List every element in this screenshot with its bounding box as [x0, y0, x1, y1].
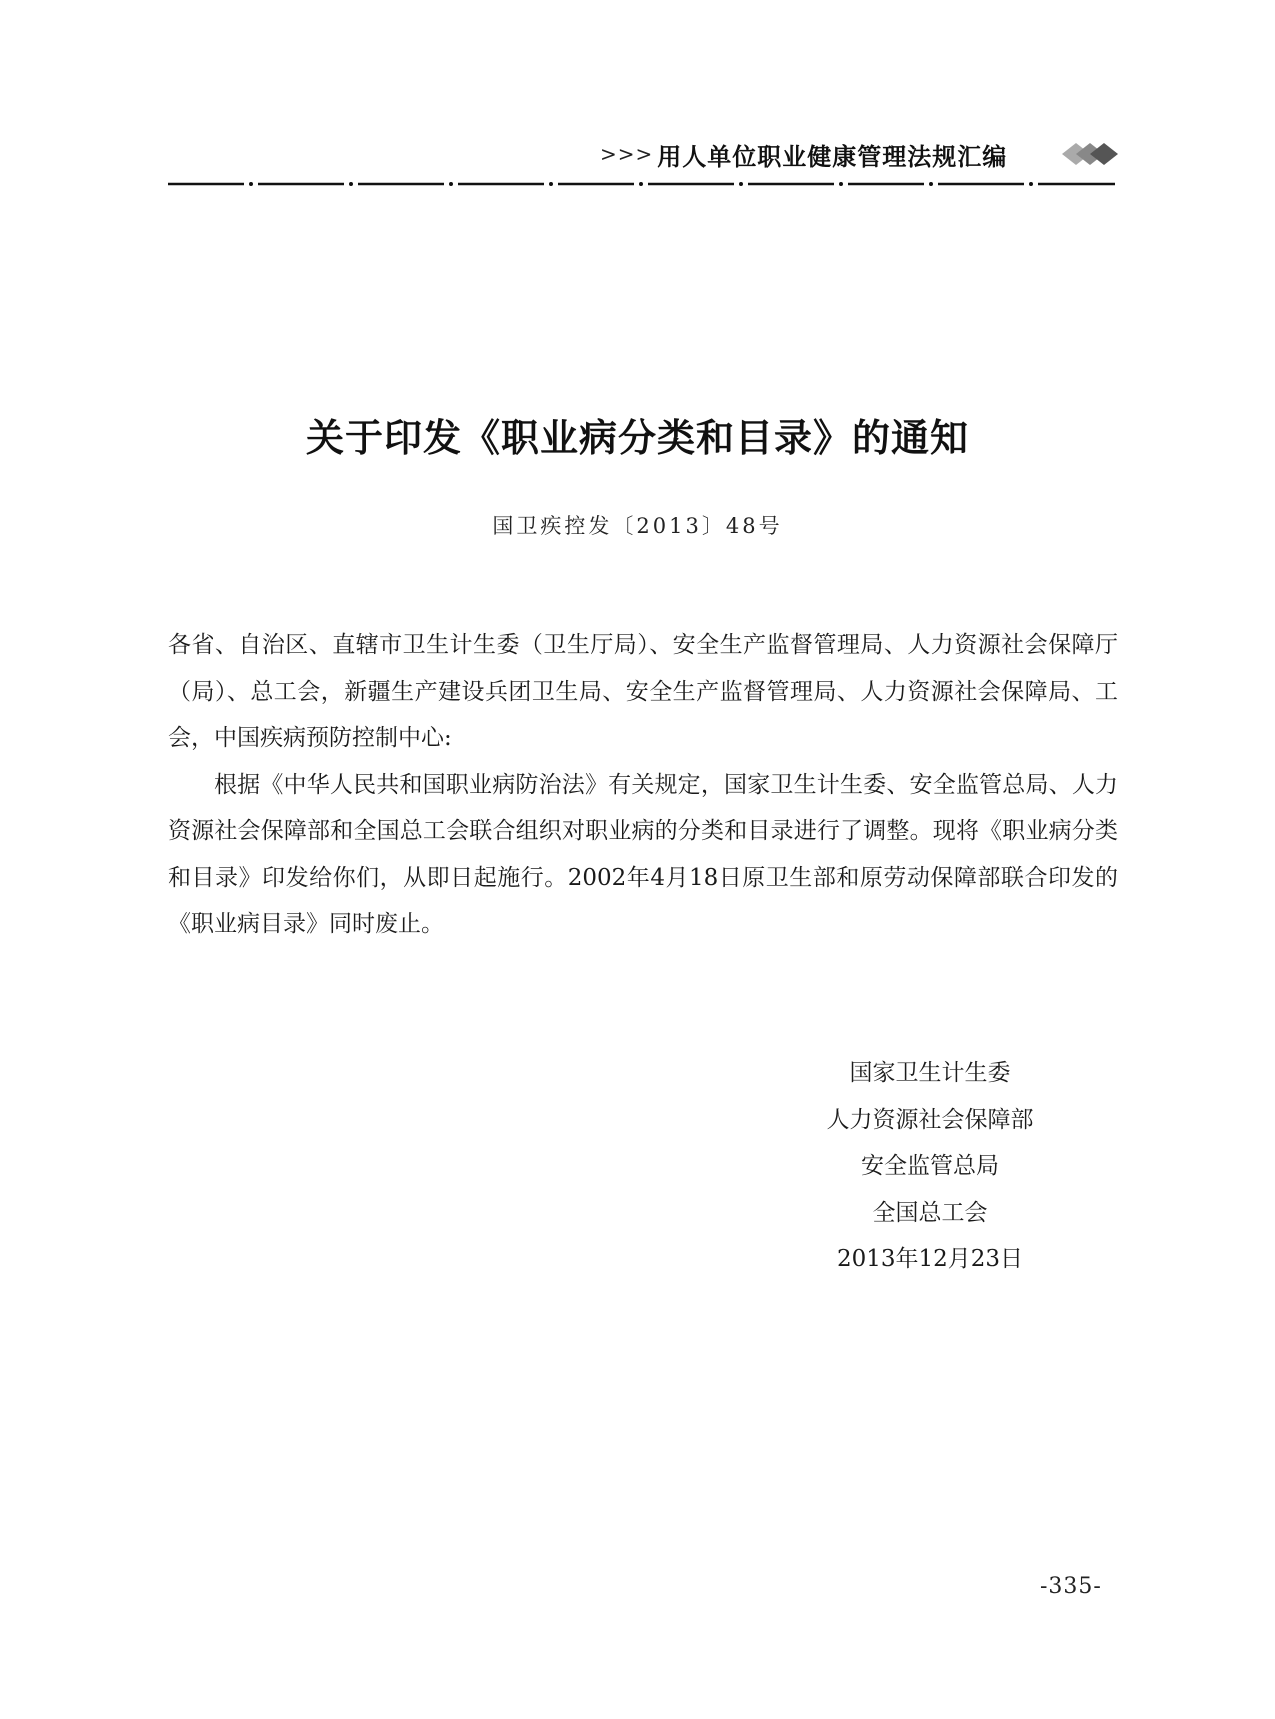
signatory: 全国总工会 [872, 1199, 988, 1226]
body-paragraph: 根据《中华人民共和国职业病防治法》有关规定，国家卫生计生委、安全监管总局、人力资源社会保障部和全国总工会联合组织对职业病的分类和目录进行了调整。现将《职业病分类和目录》印发给你们，从即日起施行。2002年4月18日原卫生部和原劳动保障部联合印发的《职业病目录》同时废止。 [168, 771, 1118, 937]
signatory: 安全监管总局 [861, 1153, 999, 1179]
document-number: 国卫疾控发〔2013〕48号 [492, 514, 783, 538]
addressee-paragraph: 各省、自治区、直辖市卫生计生委（卫生厅局）、安全生产监督管理局、人力资源社会保障厅（局）、总工会，新疆生产建设兵团卫生局、安全生产监督管理局、人力资源社会保障局、工会，中国疾病预防控制中心: [168, 632, 1118, 751]
signature-date: 2013年12月23日 [836, 1246, 1024, 1272]
signatory: 国家卫生计生委 [849, 1060, 1011, 1086]
signatory: 人力资源社会保障部 [826, 1106, 1034, 1133]
diamond-ornament-icon [1060, 137, 1122, 171]
header-dash-dot-rule [168, 178, 1115, 190]
document-body [168, 622, 1118, 948]
header-title: 用人单位职业健康管理法规汇编 [657, 142, 1008, 171]
document-title: 关于印发《职业病分类和目录》的通知 [305, 416, 969, 460]
signature-block [820, 1050, 1040, 1283]
page-number: -335- [1040, 1574, 1102, 1599]
header-arrows: >>> [600, 142, 654, 166]
running-header [600, 136, 1007, 172]
